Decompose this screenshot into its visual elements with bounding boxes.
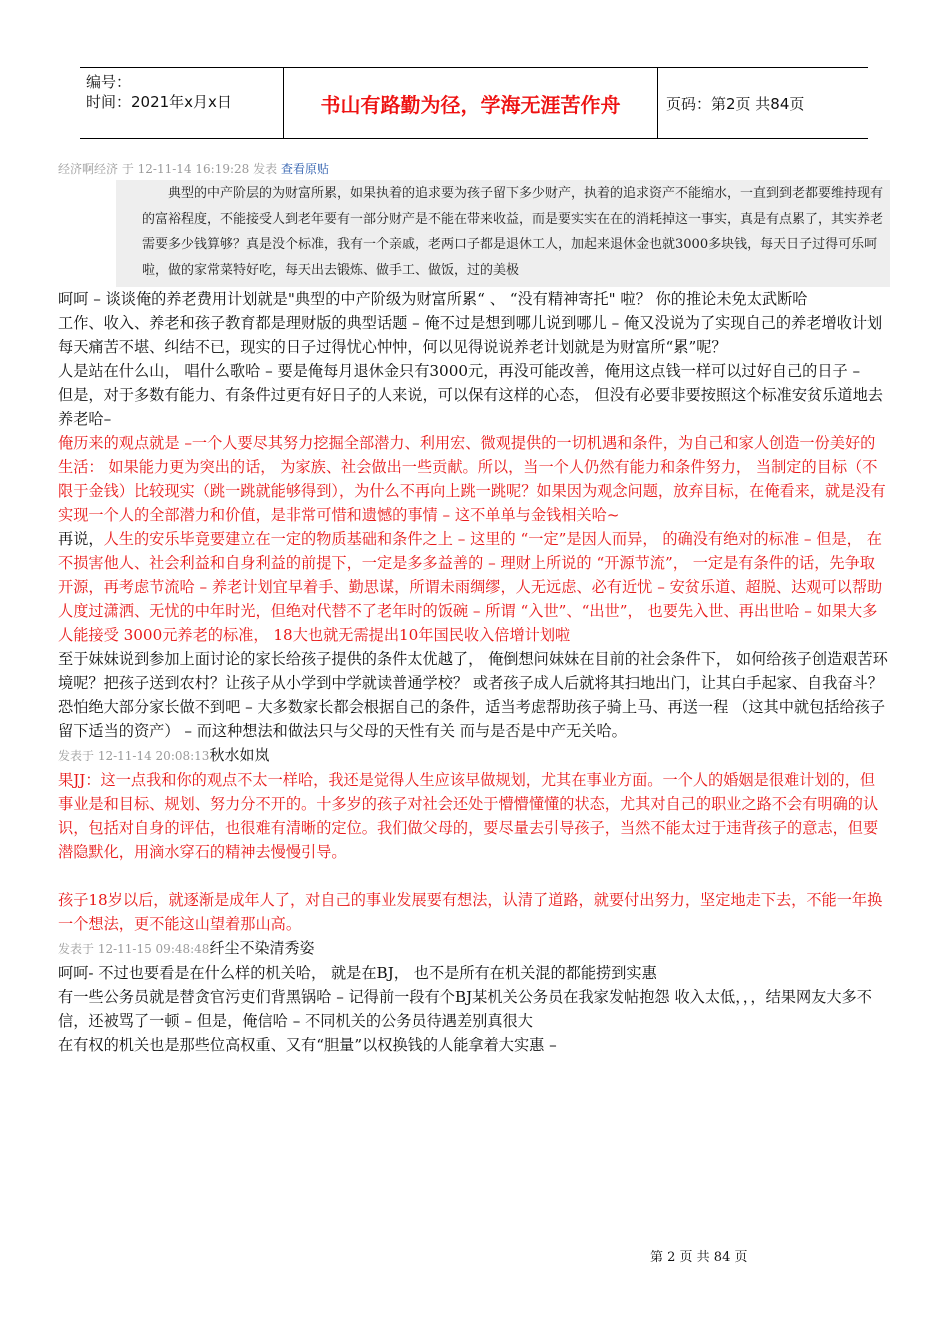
- paragraph-highlighted: 俺历来的观点就是 –一个人要尽其努力挖掘全部潜力、利用宏、微观提供的一切机遇和条件，为自己和家人创造一份美好的生活： 如果能力更为突出的话， 为家族、社会做出一些贡献。所以，当一个人仍然有能力和条件努力， 当制定的目标（不限于金钱）比较现实（跳一跳就能够得到），为什么不再向上跳一跳呢？如果因为观念问题，放弃目标，在俺看来，就是没有实现一个人的全部潜力和价值，是非常可惜和遗憾的事情 – 这不单单与金钱相关哈~: [58, 434, 886, 524]
- post-author: 纤尘不染清秀姿: [209, 939, 315, 957]
- reply-paragraph: 孩子18岁以后，就逐渐是成年人了，对自己的事业发展要有想法，认清了道路，就要付出努力，坚定地走下去，不能一年换一个想法，更不能这山望着那山高。: [58, 891, 883, 933]
- paragraph-highlighted-body: 人生的安乐毕竟要建立在一定的物质基础和条件之上 – 这里的 “一定”是因人而异， 的确没有绝对的标准 – 但是， 在不损害他人、社会利益和自身利益的前提下，一定是多多益善的 – 理财上所说的 “开源节流”， 一定是有条件的话，先争取开源，再考虑节流哈 – 养老计划宜早着手、勤思谋，所谓未雨绸缪，人无远虑、必有近忧 – 安贫乐道、超脱、达观可以帮助人度过潇洒、无忧的中年时光，但绝对代替不了老年时的饭碗 – 所谓 “入世”、“出世”， 也要先入世、再出世哈 – 如果大多人能接受 3000元养老的标准， 18大也就无需提出10年国民收入倍增计划啦: [58, 530, 883, 644]
- view-original-post-link[interactable]: 查看原贴: [280, 162, 329, 176]
- spacer: [58, 864, 890, 888]
- paragraph-mixed: [58, 527, 890, 647]
- reply-paragraph: 呵呵- 不过也要看是在什么样的机关哈， 就是在BJ， 也不是所有在机关混的都能捞到实惠: [58, 964, 657, 982]
- paragraph-lead: 再说，: [58, 530, 104, 548]
- post-meta: [58, 743, 890, 768]
- page-header: [80, 67, 868, 139]
- post-time: 发表于 12-11-15 09:48:48: [58, 942, 210, 956]
- quoted-post: [116, 180, 890, 287]
- paragraph: 呵呵 – 谈谈俺的养老费用计划就是"典型的中产阶级为财富所累“ 、 “没有精神寄托" 啦？ 你的推论未免太武断哈: [58, 290, 808, 308]
- post-time: 发表于 12-11-14 20:08:13: [58, 749, 210, 763]
- quote-time: 于 12-11-14 16:19:28 发表: [121, 162, 278, 176]
- quoted-text: 典型的中产阶层的为财富所累，如果执着的追求要为孩子留下多少财产，执着的追求资产不能缩水，一直到到老都要维持现有的富裕程度，不能接受人到老年要有一部分财产是不能在带来收益，而是要实实在在的消耗掉这一事实，真是有点累了，其实养老需要多少钱算够？真是没个标准，我有一个亲戚，老两口子都是退休工人，加起来退休金也就3000多块钱，每天日子过得可乐呵啦，做的家常菜特好吃，每天出去锻炼、做手工、做饭，过的美极: [142, 186, 884, 278]
- reply-paragraph: 果JJ：这一点我和你的观点不太一样哈，我还是觉得人生应该早做规划，尤其在事业方面。一个人的婚姻是很难计划的，但事业是和目标、规划、努力分不开的。十多岁的孩子对社会还处于懵懵懂懂的状态，尤其对自己的职业之路不会有明确的认识，包括对自身的评估，也很难有清晰的定位。我们做父母的，要尽量去引导孩子，当然不能太过于违背孩子的意志，但要潜隐默化，用滴水穿石的精神去慢慢引导。: [58, 771, 879, 861]
- header-page-info: 页码：第2页 共84页: [666, 94, 805, 113]
- forum-content: [58, 158, 890, 1057]
- post-author: 秋水如岚: [209, 746, 270, 764]
- document-date: 时间：2021年x月x日: [86, 93, 232, 111]
- paragraph: 工作、收入、养老和孩子教育都是理财版的典型话题 – 俺不过是想到哪儿说到哪儿 – 俺又没说为了实现自己的养老增收计划每天痛苦不堪、纠结不已，现实的日子过得忧心忡忡，何以见得说说养老计划就是为财富所“累”呢？: [58, 314, 883, 356]
- paragraph: 但是，对于多数有能力、有条件过更有好日子的人来说，可以保有这样的心态， 但没有必要非要按照这个标准安贫乐道地去养老哈–: [58, 386, 883, 428]
- page-footer: 第 2 页 共 84 页: [650, 1250, 748, 1265]
- quote-meta: [58, 158, 890, 180]
- paragraph: 至于妹妹说到参加上面讨论的家长给孩子提供的条件太优越了， 俺倒想问妹妹在目前的社会条件下， 如何给孩子创造艰苦环境呢？把孩子送到农村？让孩子从小学到中学就读普通学校？ 或者孩子成人后就将其扫地出门，让其白手起家、自我奋斗？恐怕绝大部分家长做不到吧 – 大多数家长都会根据自己的条件，适当考虑帮助孩子骑上马、再送一程 （这其中就包括给孩子留下适当的资产） – 而这种想法和做法只与父母的天性有关 而与是否是中产无关哈。: [58, 650, 888, 740]
- quote-author: 经济啊经济: [58, 162, 119, 176]
- reply-paragraph: 在有权的机关也是那些位高权重、又有“胆量”以权换钱的人能拿着大实惠 –: [58, 1036, 557, 1054]
- document-number-label: 编号：: [86, 73, 132, 91]
- reply-paragraph: 有一些公务员就是替贪官污吏们背黑锅哈 – 记得前一段有个BJ某机关公务员在我家发帖抱怨 收入太低，，，结果网友大多不信，还被骂了一顿 – 但是，俺信哈 – 不同机关的公务员待遇差别真很大: [58, 988, 872, 1030]
- header-motto: 书山有路勤为径，学海无涯苦作舟: [283, 68, 658, 138]
- header-left: [80, 68, 283, 138]
- paragraph: 人是站在什么山， 唱什么歌哈 – 要是俺每月退休金只有3000元，再没可能改善，俺用这点钱一样可以过好自己的日子 –: [58, 362, 861, 380]
- post-meta: [58, 936, 890, 961]
